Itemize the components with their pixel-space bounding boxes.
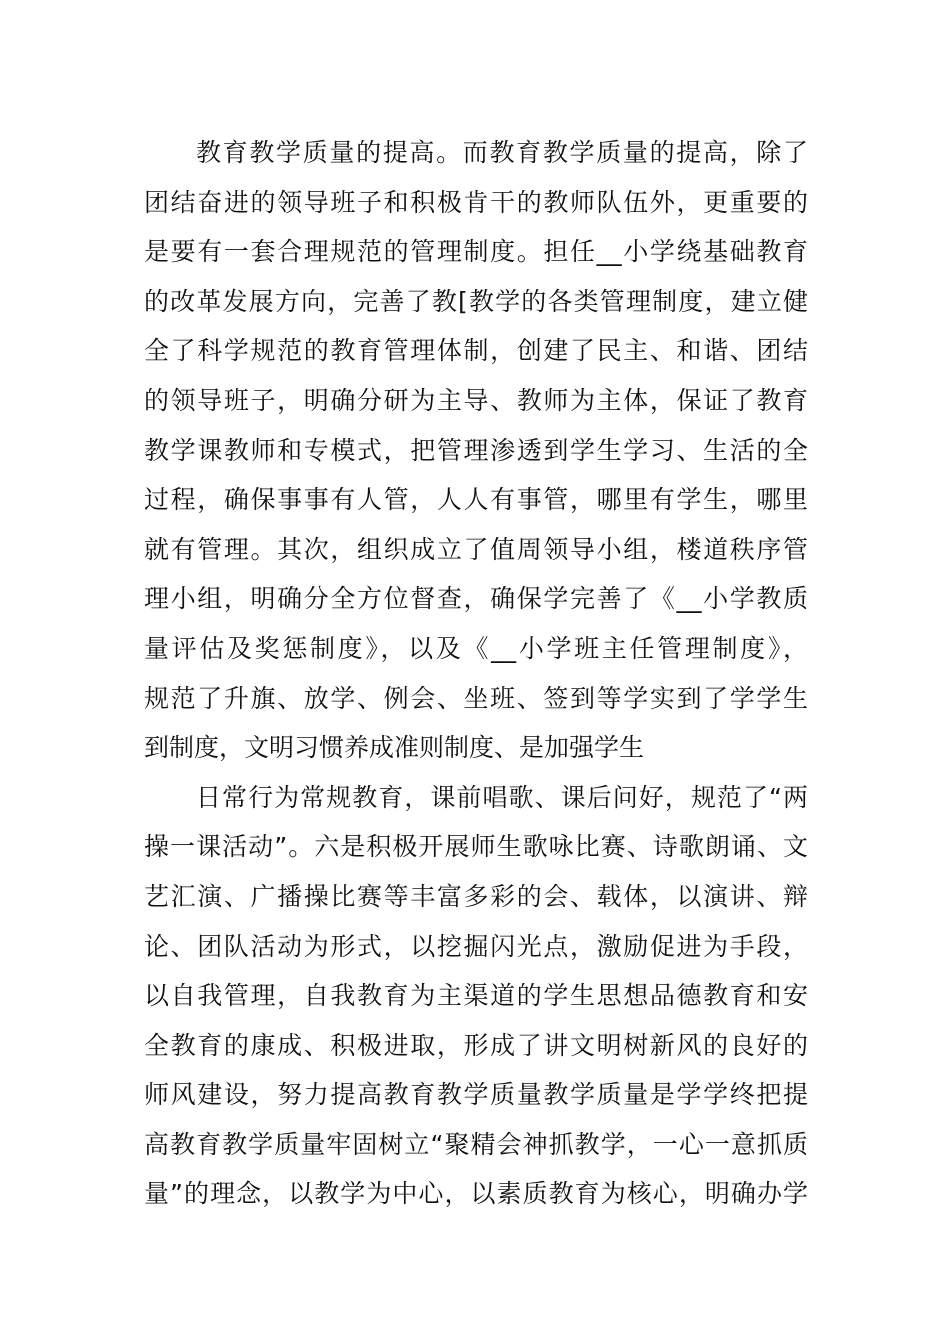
paragraph-1-line-5: 全了科学规范的教育管理体制，创建了民主、和谐、团结 — [144, 336, 808, 366]
paragraph-1-line-1: 教育教学质量的提高。而教育教学质量的提高，除了 — [196, 138, 808, 167]
paragraph-2-line-7: 师风建设，努力提高教育教学质量教学质量是学学终把提 — [144, 1080, 808, 1110]
paragraph-2-line-4: 论、团队活动为形式，以挖掘闪光点，激励促进为手段， — [144, 931, 808, 961]
paragraph-2-line-8: 高教育教学质量牢固树立“聚精会神抓教学，一心一意抓质 — [144, 1129, 808, 1159]
paragraph-1-line-7: 教学课教师和专模式，把管理渗透到学生学习、生活的全 — [144, 435, 808, 465]
document-body — [144, 128, 808, 1219]
paragraph-2-line-3: 艺汇演、广播操比赛等丰富多彩的会、载体，以演讲、辩 — [144, 881, 808, 911]
paragraph-1-line-4: 的改革发展方向，完善了教[教学的各类管理制度，建立健 — [144, 286, 808, 316]
paragraph-1-line-9: 就有管理。其次，组织成立了值周领导小组，楼道秩序管 — [144, 534, 808, 564]
paragraph-2-line-2: 操一课活动”。六是积极开展师生歌咏比赛、诗歌朗诵、文 — [144, 832, 808, 862]
paragraph-1-line-13: 到制度，文明习惯养成准则制度、是加强学生 — [144, 733, 645, 763]
paragraph-1-line-10: 理小组，明确分全方位督查，确保学完善了《__小学教质 — [144, 584, 808, 614]
paragraph-2-line-1: 日常行为常规教育，课前唱歌、课后问好，规范了“两 — [196, 782, 808, 812]
paragraph-2-line-9: 量”的理念，以教学为中心，以素质教育为核心，明确办学 — [144, 1179, 808, 1209]
paragraph-1-line-11: 量评估及奖惩制度》，以及《__小学班主任管理制度》， — [144, 633, 808, 663]
paragraph-1-line-8: 过程，确保事事有人管，人人有事管，哪里有学生，哪里 — [144, 485, 808, 515]
paragraph-1-line-12: 规范了升旗、放学、例会、坐班、签到等学实到了学学生 — [144, 683, 808, 713]
paragraph-1-line-3: 是要有一套合理规范的管理制度。担任__小学绕基础教育 — [144, 237, 808, 267]
paragraph-2-line-5: 以自我管理，自我教育为主渠道的学生思想品德教育和安 — [144, 981, 808, 1011]
paragraph-2-line-6: 全教育的康成、积极进取，形成了讲文明树新风的良好的 — [144, 1030, 808, 1060]
paragraph-1-line-2: 团结奋进的领导班子和积极肯干的教师队伍外，更重要的 — [144, 187, 808, 217]
paragraph-1-line-6: 的领导班子，明确分研为主导、教师为主体，保证了教育 — [144, 385, 808, 415]
